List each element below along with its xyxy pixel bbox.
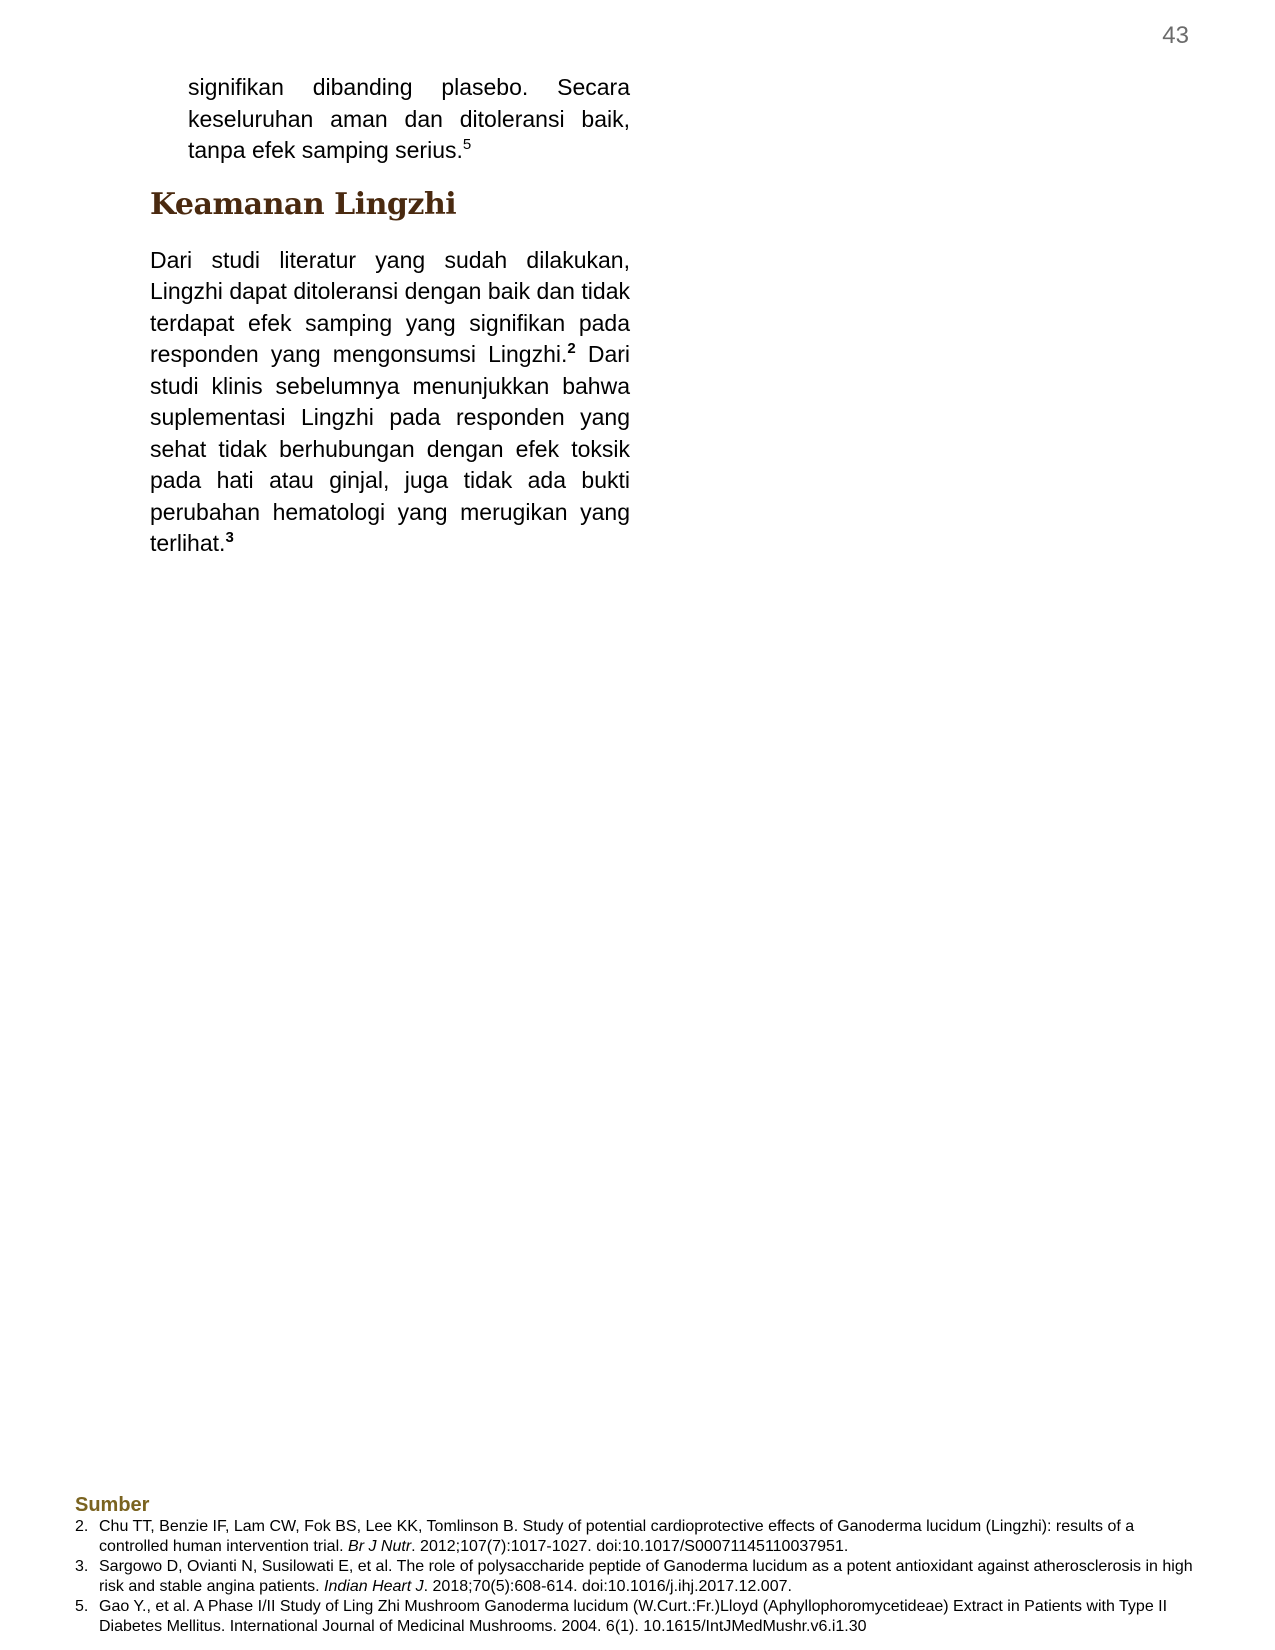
section-heading: Keamanan Lingzhi bbox=[150, 186, 457, 222]
reference-text bbox=[99, 1517, 1195, 1557]
reference-text-main: Sargowo D, Ovianti N, Susilowati E, et al. The role of polysaccharide peptide of Ganoderma lucidum as a potent antioxidant against atherosclerosis in high risk and stable angina patients. bbox=[99, 1558, 1193, 1595]
footnote-ref-3: 3 bbox=[225, 529, 234, 546]
footnote-ref-5: 5 bbox=[462, 136, 472, 153]
sources-section bbox=[75, 1493, 1195, 1637]
paragraph-text-part1: Dari studi literatur yang sudah dilakukan, Lingzhi dapat ditoleransi dengan baik dan tidak terdapat efek samping yang signifikan pada responden yang mengonsumsi Lingzhi. bbox=[150, 246, 630, 367]
reference-number: 3. bbox=[75, 1558, 89, 1575]
reference-text-tail: . 2012;107(7):1017-1027. doi:10.1017/S00071145110037951. bbox=[411, 1538, 849, 1555]
reference-text-main: Chu TT, Benzie IF, Lam CW, Fok BS, Lee KK, Tomlinson B. Study of potential cardioprotective effects of Ganoderma lucidum (Lingzhi): results of a controlled human intervention trial. bbox=[99, 1518, 1135, 1555]
section-paragraph bbox=[150, 245, 630, 560]
continued-paragraph bbox=[188, 72, 630, 167]
footnote-ref-2: 2 bbox=[567, 340, 576, 357]
reference-text bbox=[99, 1597, 1195, 1637]
main-column bbox=[150, 72, 630, 560]
reference-item bbox=[75, 1557, 1195, 1597]
reference-journal: Br J Nutr bbox=[348, 1538, 412, 1555]
reference-list bbox=[75, 1517, 1195, 1637]
reference-text-main: Gao Y., et al. A Phase I/II Study of Ling Zhi Mushroom Ganoderma lucidum (W.Curt.:Fr.)Lloyd (Aphyllophoromycetideae) Extract in Patients with Type II Diabetes Mellitus. International Journal of Medicinal Mushrooms. 2004. 6(1). 10.1615/IntJMedMushr.v6.i1.30 bbox=[99, 1598, 1168, 1635]
reference-number: 5. bbox=[75, 1598, 89, 1615]
reference-item bbox=[75, 1517, 1195, 1557]
reference-text bbox=[99, 1557, 1195, 1597]
sources-heading: Sumber bbox=[75, 1494, 150, 1516]
page-number: 43 bbox=[1162, 22, 1189, 49]
continued-text: signifikan dibanding plasebo. Secara keseluruhan aman dan ditoleransi baik, tanpa efek samping serius. bbox=[188, 74, 630, 163]
reference-journal: Indian Heart J bbox=[324, 1578, 424, 1595]
reference-item bbox=[75, 1597, 1195, 1637]
reference-text-tail: . 2018;70(5):608-614. doi:10.1016/j.ihj.2017.12.007. bbox=[423, 1578, 792, 1595]
paragraph-text-part2: Dari studi klinis sebelumnya menunjukkan bahwa suplementasi Lingzhi pada responden yang sehat tidak berhubungan dengan efek toksik pada hati atau ginjal, juga tidak ada bukti perubahan hematologi yang merugikan yang terlihat. bbox=[150, 341, 631, 556]
reference-number: 2. bbox=[75, 1518, 89, 1535]
